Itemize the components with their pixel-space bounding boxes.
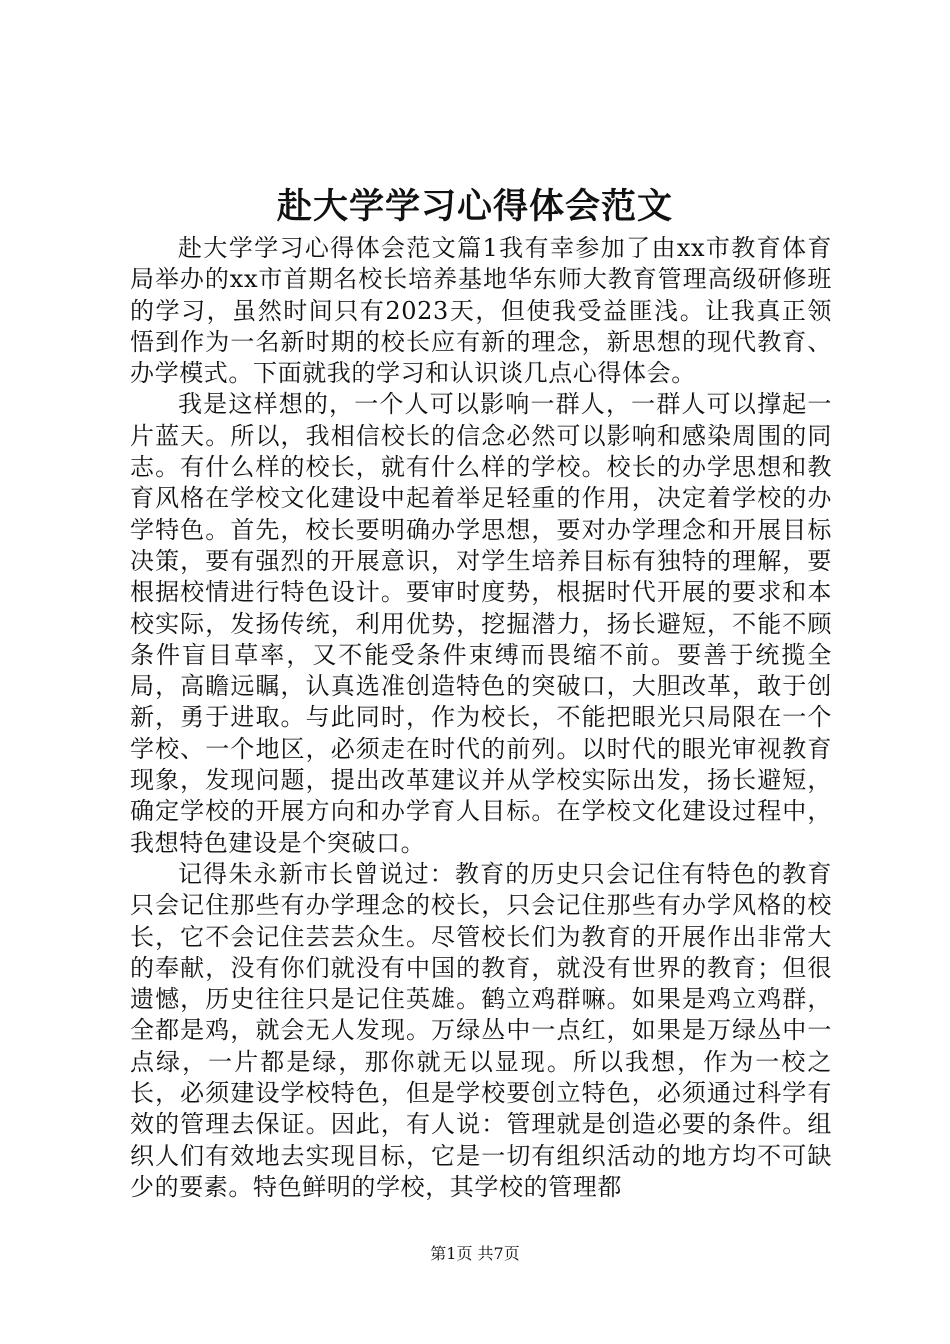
paragraph-2: 我是这样想的，一个人可以影响一群人，一群人可以撑起一片蓝天。所以，我相信校长的信念必然可以影响和感染周围的同志。有什么样的校长，就有什么样的学校。校长的办学思想和教育风格在学校文化建设中起着举足轻重的作用，决定着学校的办学特色。首先，校长要明确办学思想，要对办学理念和开展目标决策，要有强烈的开展意识，对学生培养目标有独特的理解，要根据校情进行特色设计。要审时度势，根据时代开展的要求和本校实际，发扬传统，利用优势，挖掘潜力，扬长避短，不能不顾条件盲目草率，又不能受条件束缚而畏缩不前。要善于统揽全局，高瞻远瞩，认真选准创造特色的突破口，大胆改革，敢于创新，勇于进取。与此同时，作为校长，不能把眼光只局限在一个学校、一个地区，必须走在时代的前列。以时代的眼光审视教育现象，发现问题，提出改革建议并从学校实际出发，扬长避短，确定学校的开展方向和办学育人目标。在学校文化建设过程中，我想特色建设是个突破口。 <box>130 390 832 857</box>
paragraph-1: 赴大学学习心得体会范文篇1我有幸参加了由xx市教育体育局举办的xx市首期名校长培养基地华东师大教育管理高级研修班的学习，虽然时间只有2023天，但使我受益匪浅。让我真正领悟到作为一名新时期的校长应有新的理念，新思想的现代教育、办学模式。下面就我的学习和认识谈几点心得体会。 <box>130 234 832 388</box>
document-title: 赴大学学习心得体会范文 <box>276 186 673 227</box>
document-body <box>130 233 832 1203</box>
paragraph-3: 记得朱永新市长曾说过：教育的历史只会记住有特色的教育只会记住那些有办学理念的校长，只会记住那些有办学风格的校长，它不会记住芸芸众生。尽管校长们为教育的开展作出非常大的奉献，没有你们就没有中国的教育，就没有世界的教育；但很遗憾，历史往往只是记住英雄。鹤立鸡群嘛。如果是鸡立鸡群，全都是鸡，就会无人发现。万绿丛中一点红，如果是万绿丛中一点绿，一片都是绿，那你就无以显现。所以我想，作为一校之长，必须建设学校特色，但是学校要创立特色，必须通过科学有效的管理去保证。因此，有人说：管理就是创造必要的条件。组织人们有效地去实现目标，它是一切有组织活动的地方均不可缺少的要素。特色鲜明的学校，其学校的管理都 <box>130 859 832 1201</box>
page-footer: 第1页 共7页 <box>430 1244 520 1263</box>
